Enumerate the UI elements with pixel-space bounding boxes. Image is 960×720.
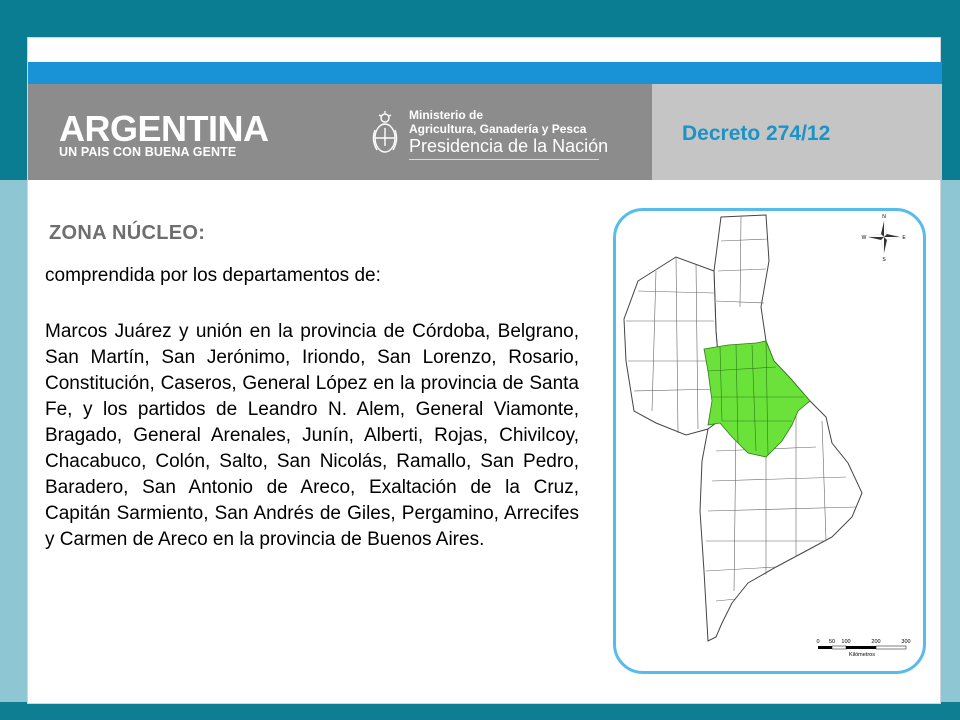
zone-map [616,211,923,671]
ministry-line-1: Ministerio de [409,108,484,122]
compass-north-label: N [882,214,886,220]
background-bottom-band [0,702,960,720]
header [28,84,942,180]
scale-unit: Kilómetros [849,652,875,658]
scale-tick-100: 100 [841,639,851,645]
ministry-name [409,108,608,156]
decree-panel [652,84,942,180]
brand-title: ARGENTINA [59,108,269,149]
compass-icon [862,214,907,263]
zone-title: ZONA NÚCLEO: [49,222,206,244]
departments-list: Marcos Juárez y unión en la provincia de Córdoba, Belgrano, San Martín, San Jerónimo, Iriondo, San Lorenzo, Rosario, Constitución, Caseros, General López en la provincia de Santa Fe, y los partidos de Leandro N. Alem, General Viamonte, Bragado, General Arenales, Junín, Alberti, Rojas, Chivilcoy, Chacabuco, Colón, Salto, San Nicolás, Ramallo, San Pedro, Baradero, San Antonio de Areco, Exaltación de la Cruz, Capitán Sarmiento, San Andrés de Giles, Pergamino, Arrecifes y Carmen de Areco en la provincia de Buenos Aires. [45,321,579,550]
decree-label: Decreto 274/12 [682,122,831,145]
ministry-underline [409,159,599,160]
ministry-line-3: Presidencia de la Nación [409,136,609,156]
argentina-logo [59,108,269,159]
scale-bar [816,639,910,658]
map-card [613,208,926,674]
scale-tick-200: 200 [871,639,881,645]
compass-east-label: E [902,235,906,241]
brand-subtitle: UN PAIS CON BUENA GENTE [59,145,237,159]
ministry-line-2: Agricultura, Ganadería y Pesca [409,122,587,136]
compass-west-label: W [861,235,867,241]
scale-tick-0: 0 [816,639,820,645]
slide [27,37,941,704]
scale-tick-300: 300 [901,639,911,645]
compass-south-label: S [882,257,886,263]
header-accent-bar [28,62,942,84]
zone-intro: comprendida por los departamentos de: [45,265,381,286]
national-emblem-icon [371,110,399,158]
scale-tick-50: 50 [828,639,836,645]
cordoba-province [624,257,724,435]
